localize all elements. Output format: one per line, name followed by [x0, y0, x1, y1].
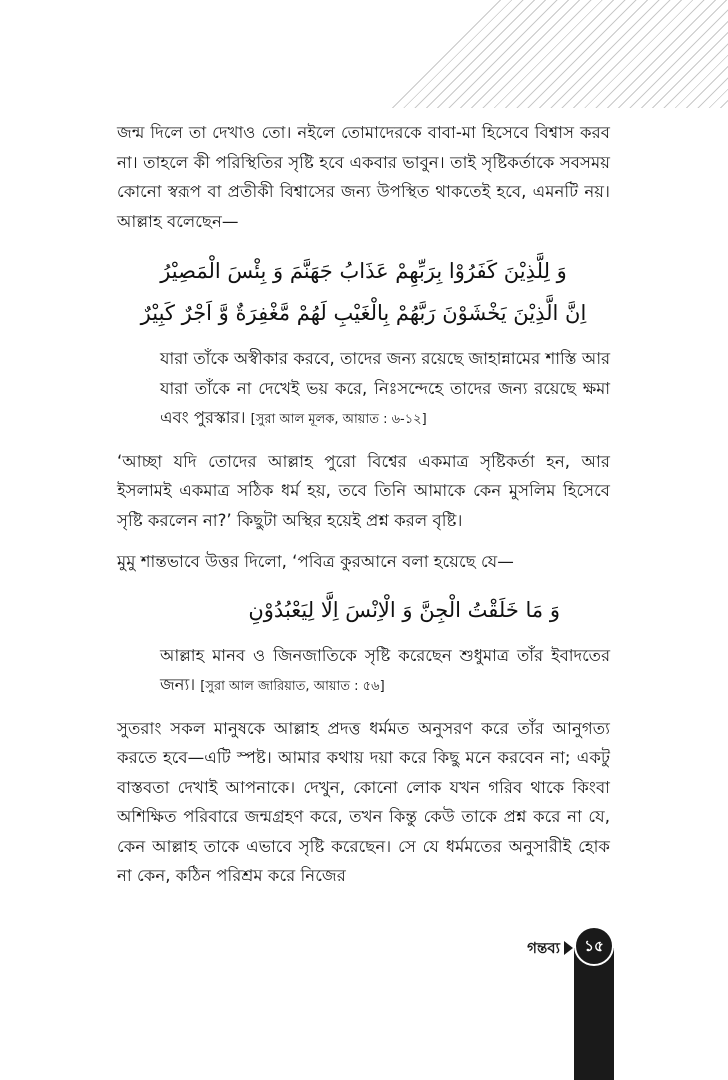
translation-1 [160, 344, 610, 435]
arabic-verse-1-line-2: اِنَّ الَّذِيْنَ يَخْشَوْنَ رَبَّهُمْ بِالْغَيْبِ لَهُمْ مَّغْفِرَةٌ وَّ اَجْرٌ كَبِيْرٌ [140, 301, 587, 325]
reference-2: [সুরা আল জারিয়াত, আয়াত : ৫৬] [200, 679, 385, 694]
paragraph-2: ‘আচ্ছা যদি তোদের আল্লাহ পুরো বিশ্বের একমাত্র সৃষ্টিকর্তা হন, আর ইসলামই একমাত্র সঠিক ধর্ম হয়, তবে তিনি আমাকে কেন মুসলিম হিসেবে সৃষ্টি করলেন না?’ কিছুটা অস্থির হয়েই প্রশ্ন করল বৃষ্টি। [117, 451, 610, 530]
paragraph-3: মুমু শান্তভাবে উত্তর দিলো, ‘পবিত্র কুরআনে বলা হয়েছে যে— [117, 552, 514, 571]
paragraph-4: সুতরাং সকল মানুষকে আল্লাহ প্রদত্ত ধর্মমত অনুসরণ করে তাঁর আনুগত্য করতে হবে—এটি স্পষ্ট। আমার কথায় দয়া করে কিছু মনে করবেন না; একটু বাস্তবতা দেখাই আপনাকে। দেখুন, কোনো লোক যখন গরিব থাকে কিংবা অশিক্ষিত পরিবারে জন্মগ্রহণ করে, তখন কিন্তু কেউ তাকে প্রশ্ন করে না যে, কেন আল্লাহ তাকে এভাবে সৃষ্টি করেছেন। সে যে ধর্মমতের অনুসারীই হোক না কেন, কঠিন পরিশ্রম করে নিজের [117, 718, 610, 885]
book-title: গন্তব্য [527, 939, 560, 957]
arabic-verse-1-line-1: وَ لِلَّذِيْنَ كَفَرُوْا بِرَبِّهِمْ عَذَابُ جَهَنَّمَ وَ بِئْسَ الْمَصِيْرُ [160, 259, 567, 283]
paragraph-1: জন্ম দিলে তা দেখাও তো। নইলে তোমাদেরকে বাবা-মা হিসেবে বিশ্বাস করব না। তাহলে কী পরিস্থিতির সৃষ্টি হবে একবার ভাবুন। তাই সৃষ্টিকর্তাকে সবসময় কোনো স্বরূপ বা প্রতীকী বিশ্বাসের জন্য উপস্থিত থাকতেই হবে, এমনটি নয়। আল্লাহ বলেছেন— [117, 123, 610, 231]
page-number: ১৫ [574, 926, 614, 966]
translation-1-text: যারা তাঁকে অস্বীকার করবে, তাদের জন্য রয়েছে জাহান্নামের শাস্তি আর যারা তাঁকে না দেখেই ভয় করে, নিঃসন্দেহে তাদের জন্য রয়েছে ক্ষমা এবং পুরস্কার। [160, 349, 610, 427]
reference-1: [সুরা আল মূলক, আয়াত : ৬-১২] [250, 412, 427, 427]
arrow-right-icon [564, 941, 573, 955]
decorative-hatch-pattern [388, 0, 728, 108]
page-body [117, 118, 610, 891]
translation-2-text: আল্লাহ মানব ও জিনজাতিকে সৃষ্টি করেছেন শুধুমাত্র তাঁর ইবাদতের জন্য। [160, 645, 610, 694]
translation-2 [160, 641, 610, 702]
footer-bar [574, 948, 614, 1080]
arabic-verse-2: وَ مَا خَلَقْتُ الْجِنَّ وَ الْاِنْسَ اِلَّا لِيَعْبُدُوْنِ [248, 597, 560, 622]
